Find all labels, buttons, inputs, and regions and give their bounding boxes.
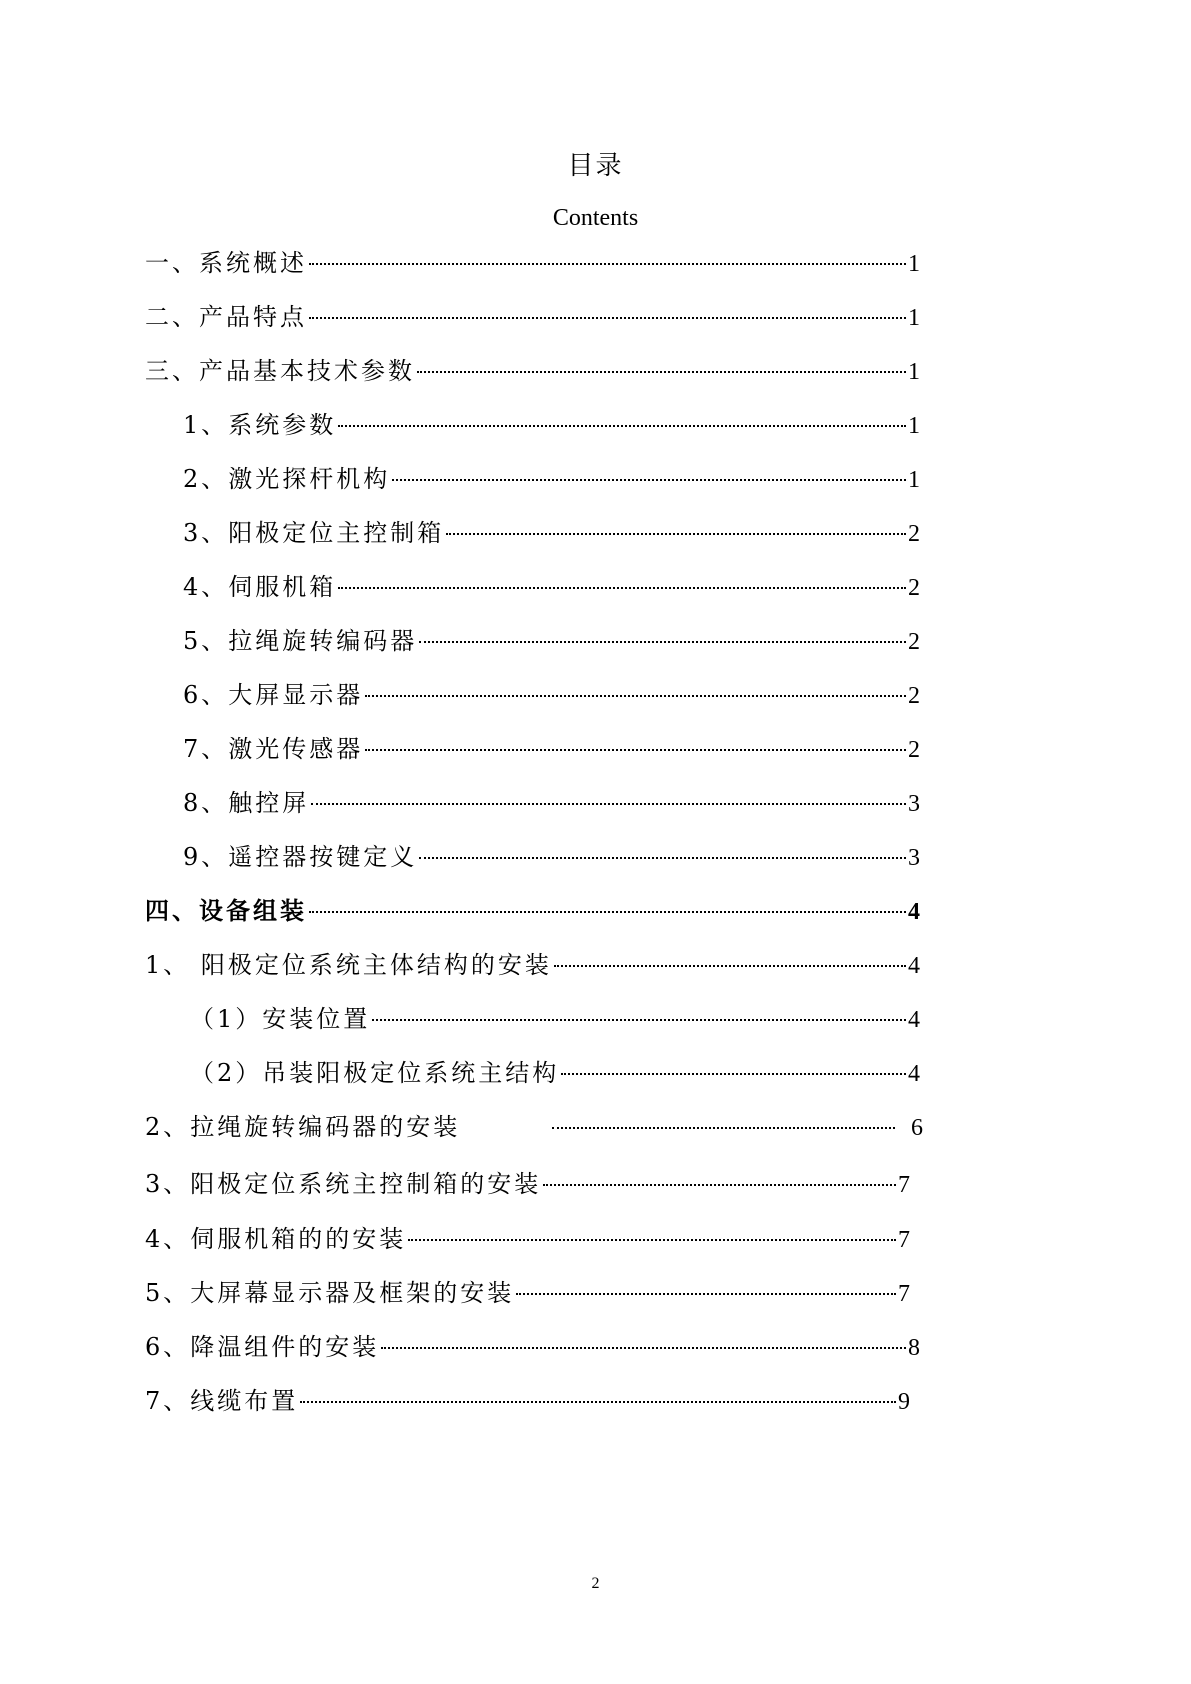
toc-entry-page: 7 xyxy=(898,1281,910,1307)
toc-leader xyxy=(338,424,906,427)
toc-entry[interactable] xyxy=(145,1273,910,1307)
toc-entry-page: 1 xyxy=(908,467,920,493)
toc-entry[interactable] xyxy=(183,459,920,493)
toc-entry-page: 3 xyxy=(908,845,920,871)
toc-entry-page: 4 xyxy=(908,953,920,979)
toc-entry[interactable] xyxy=(183,729,920,763)
toc-entry-label: 一、系统概述 xyxy=(145,249,307,277)
toc-entry-label: 1、系统参数 xyxy=(183,411,337,439)
toc-entry-label: 3、阳极定位系统主控制箱的安装 xyxy=(145,1170,542,1198)
toc-entry-page: 8 xyxy=(908,1335,920,1361)
toc-entry-page: 7 xyxy=(898,1227,910,1253)
toc-leader xyxy=(408,1238,896,1241)
toc-entry-page: 4 xyxy=(908,1007,920,1033)
toc-leader xyxy=(338,586,906,589)
toc-entry-label: 四、设备组装 xyxy=(145,896,307,925)
toc-leader xyxy=(372,1018,906,1021)
toc-entry-page: 4 xyxy=(908,1061,920,1087)
toc-entry[interactable] xyxy=(183,405,920,439)
toc-entry-label: 1、 阳极定位系统主体结构的安装 xyxy=(145,951,552,979)
toc-entry-label: 3、阳极定位主控制箱 xyxy=(183,519,445,547)
page-number: 2 xyxy=(591,1575,600,1592)
toc-entry[interactable] xyxy=(183,675,920,709)
toc-entry[interactable] xyxy=(145,1164,910,1198)
toc-entry-page: 2 xyxy=(908,683,920,709)
toc-entry-page: 4 xyxy=(908,899,920,925)
toc-entry-label: 9、遥控器按键定义 xyxy=(183,843,418,871)
toc-leader xyxy=(419,640,906,643)
toc-leader xyxy=(516,1292,896,1295)
toc-entry-label: 6、降温组件的安装 xyxy=(145,1333,380,1361)
toc-leader xyxy=(309,316,906,319)
toc-entry-label: 三、产品基本技术参数 xyxy=(145,357,415,385)
toc-entry[interactable] xyxy=(190,999,920,1033)
toc-entry[interactable] xyxy=(145,891,920,925)
toc-entry-page: 9 xyxy=(898,1389,910,1415)
toc-entry-label: 4、伺服机箱的的安装 xyxy=(145,1225,407,1253)
toc-entry-label: 7、线缆布置 xyxy=(145,1387,299,1415)
toc-entry-page: 1 xyxy=(908,413,920,439)
toc-entry-label: （2）吊装阳极定位系统主结构 xyxy=(190,1059,560,1087)
toc-entry[interactable] xyxy=(183,837,920,871)
toc-entry-label: 二、产品特点 xyxy=(145,303,307,331)
toc-entry-page: 6 xyxy=(911,1115,923,1141)
toc-entry-page: 1 xyxy=(908,251,920,277)
toc-leader xyxy=(446,532,906,535)
toc-entry[interactable] xyxy=(183,621,920,655)
toc-entry-label: 6、大屏显示器 xyxy=(183,681,364,709)
toc-entry[interactable] xyxy=(145,351,920,385)
toc-leader xyxy=(554,964,906,967)
toc-entry-page: 1 xyxy=(908,305,920,331)
toc-entry-page: 2 xyxy=(908,737,920,763)
toc-entry[interactable] xyxy=(183,783,920,817)
toc-entry-label: 4、伺服机箱 xyxy=(183,573,337,601)
toc-entry[interactable] xyxy=(183,513,920,547)
toc-leader xyxy=(365,748,906,751)
toc-leader xyxy=(419,856,906,859)
toc-leader xyxy=(381,1346,906,1349)
toc-leader xyxy=(392,478,906,481)
toc-entry-label: （1）安装位置 xyxy=(190,1005,371,1033)
page-title: 目录 xyxy=(567,151,624,181)
toc-entry[interactable] xyxy=(145,1219,910,1253)
toc-entry[interactable] xyxy=(145,1381,910,1415)
toc-leader xyxy=(552,1126,895,1129)
toc-entry[interactable] xyxy=(145,945,920,979)
toc-entry[interactable] xyxy=(183,567,920,601)
toc-entry-label: 7、激光传感器 xyxy=(183,735,364,763)
toc-leader xyxy=(561,1072,906,1075)
toc-entry-page: 2 xyxy=(908,629,920,655)
toc-leader xyxy=(417,370,906,373)
toc-entry[interactable] xyxy=(145,1327,920,1361)
toc-leader xyxy=(300,1400,896,1403)
toc-entry-page: 2 xyxy=(908,521,920,547)
toc-entry-page: 7 xyxy=(898,1172,910,1198)
toc-entry-page: 3 xyxy=(908,791,920,817)
toc-entry-label: 2、拉绳旋转编码器的安装 xyxy=(145,1113,461,1141)
toc-entry-label: 5、大屏幕显示器及框架的安装 xyxy=(145,1279,515,1307)
page-subtitle: Contents xyxy=(552,205,639,231)
toc-leader xyxy=(311,802,906,805)
toc-entry-label: 5、拉绳旋转编码器 xyxy=(183,627,418,655)
toc-leader xyxy=(365,694,906,697)
toc-entry-page: 1 xyxy=(908,359,920,385)
toc-entry-label: 8、触控屏 xyxy=(183,789,310,817)
toc-entry[interactable] xyxy=(145,1107,923,1141)
toc-entry[interactable] xyxy=(190,1053,920,1087)
toc-entry-page: 2 xyxy=(908,575,920,601)
toc-leader xyxy=(309,910,906,913)
toc-entry[interactable] xyxy=(145,243,920,277)
toc-entry-label: 2、激光探杆机构 xyxy=(183,465,391,493)
toc-leader xyxy=(309,262,906,265)
toc-leader xyxy=(543,1183,896,1186)
toc-entry[interactable] xyxy=(145,297,920,331)
